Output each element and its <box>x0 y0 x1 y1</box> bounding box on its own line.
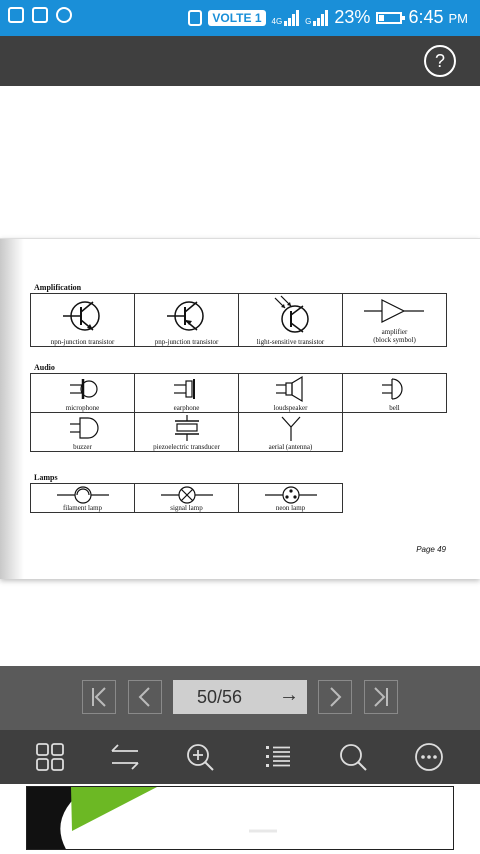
bell-icon <box>370 374 420 404</box>
gallery-icon <box>32 7 48 23</box>
symbol-label: microphone <box>65 404 100 412</box>
symbol-label: pnp-junction transistor <box>154 338 219 346</box>
symbol-label: signal lamp <box>170 504 203 512</box>
next-page-icon <box>319 681 351 713</box>
first-page-icon <box>83 681 115 713</box>
symbol-label: light-sensitive transistor <box>256 338 325 346</box>
app-top-bar <box>0 36 480 86</box>
lamps-table <box>30 483 446 513</box>
symbol-pnp-transistor <box>135 294 238 346</box>
section-heading-audio: Audio <box>34 363 55 372</box>
piezo-transducer-icon <box>162 413 212 443</box>
symbol-piezoelectric-transducer <box>135 413 238 451</box>
search-icon <box>338 742 368 772</box>
list-icon <box>263 742 293 772</box>
grid-view-button[interactable] <box>35 742 65 772</box>
battery-percent: 23% <box>334 7 371 27</box>
signal-sim1-icon: 4G <box>272 10 300 26</box>
page-number-label: Page 49 <box>416 545 446 554</box>
symbol-loudspeaker <box>239 374 342 412</box>
microphone-icon <box>58 374 108 404</box>
symbol-label: earphone <box>173 404 200 412</box>
symbol-bell <box>343 374 446 412</box>
grid-view-icon <box>35 742 65 772</box>
section-heading-lamps: Lamps <box>34 473 58 482</box>
symbol-earphone <box>135 374 238 412</box>
go-arrow-icon[interactable]: → <box>279 684 299 706</box>
bottom-toolbar <box>0 730 480 784</box>
swap-button[interactable] <box>110 742 140 772</box>
last-page-icon <box>365 681 397 713</box>
symbol-label: bell <box>389 404 400 412</box>
battery-icon <box>376 12 402 24</box>
symbol-filament-lamp <box>31 484 134 512</box>
amplifier-icon <box>360 294 430 328</box>
page-navigation-bar <box>0 666 480 730</box>
whatsapp-icon <box>56 7 72 23</box>
document-page <box>0 238 480 579</box>
section-heading-amplification: Amplification <box>34 283 82 292</box>
search-button[interactable] <box>338 742 368 772</box>
symbol-label: filament lamp <box>62 504 103 512</box>
pnp-transistor-icon <box>157 294 217 338</box>
clock: 6:45 PM <box>408 7 468 27</box>
symbol-microphone <box>31 374 134 412</box>
notification-icon <box>8 7 24 23</box>
swap-icon <box>110 742 140 772</box>
status-bar <box>0 0 480 36</box>
symbol-label: amplifier <box>381 328 408 336</box>
symbol-npn-transistor <box>31 294 134 346</box>
symbol-signal-lamp <box>135 484 238 512</box>
signal-sim2-icon: G <box>305 10 328 26</box>
audio-table <box>30 373 447 452</box>
previous-page-button[interactable] <box>128 680 162 714</box>
loudspeaker-icon <box>266 374 316 404</box>
symbol-aerial <box>239 413 342 451</box>
symbol-label: npn-junction transistor <box>50 338 115 346</box>
symbol-label: piezoelectric transducer <box>153 443 220 451</box>
first-page-button[interactable] <box>82 680 116 714</box>
document-viewer[interactable] <box>0 86 480 666</box>
more-button[interactable] <box>414 742 444 772</box>
amplification-table <box>30 293 447 347</box>
phototransistor-icon <box>261 294 321 338</box>
aerial-antenna-icon <box>266 413 316 443</box>
sim-icon <box>188 10 202 26</box>
question-circle-icon[interactable]: ? <box>424 45 456 77</box>
symbol-amplifier <box>343 294 446 344</box>
symbol-buzzer <box>31 413 134 451</box>
ad-artwork <box>27 787 454 850</box>
filament-lamp-icon <box>53 484 113 504</box>
next-page-button[interactable] <box>318 680 352 714</box>
zoom-in-button[interactable] <box>185 742 215 772</box>
symbol-label: aerial (antenna) <box>268 443 313 451</box>
more-icon <box>414 742 444 772</box>
page-number-input[interactable] <box>173 680 307 714</box>
last-page-button[interactable] <box>364 680 398 714</box>
previous-page-icon <box>129 681 161 713</box>
earphone-icon <box>162 374 212 404</box>
symbol-label: loudspeaker <box>273 404 308 412</box>
volte-badge: VOLTE 1 <box>208 10 265 26</box>
symbol-neon-lamp <box>239 484 342 512</box>
buzzer-icon <box>58 413 108 443</box>
notification-icons <box>8 7 72 23</box>
zoom-in-icon <box>185 742 215 772</box>
page-shadow <box>0 239 24 579</box>
neon-lamp-icon <box>261 484 321 504</box>
symbol-light-sensitive-transistor <box>239 294 342 346</box>
signal-lamp-icon <box>157 484 217 504</box>
symbol-label: neon lamp <box>275 504 306 512</box>
list-button[interactable] <box>263 742 293 772</box>
page-indicator: 50/56 <box>197 687 243 707</box>
ad-banner[interactable] <box>26 786 454 850</box>
symbol-label: (block symbol) <box>373 336 416 344</box>
symbol-label: buzzer <box>73 443 92 451</box>
npn-transistor-icon <box>53 294 113 338</box>
